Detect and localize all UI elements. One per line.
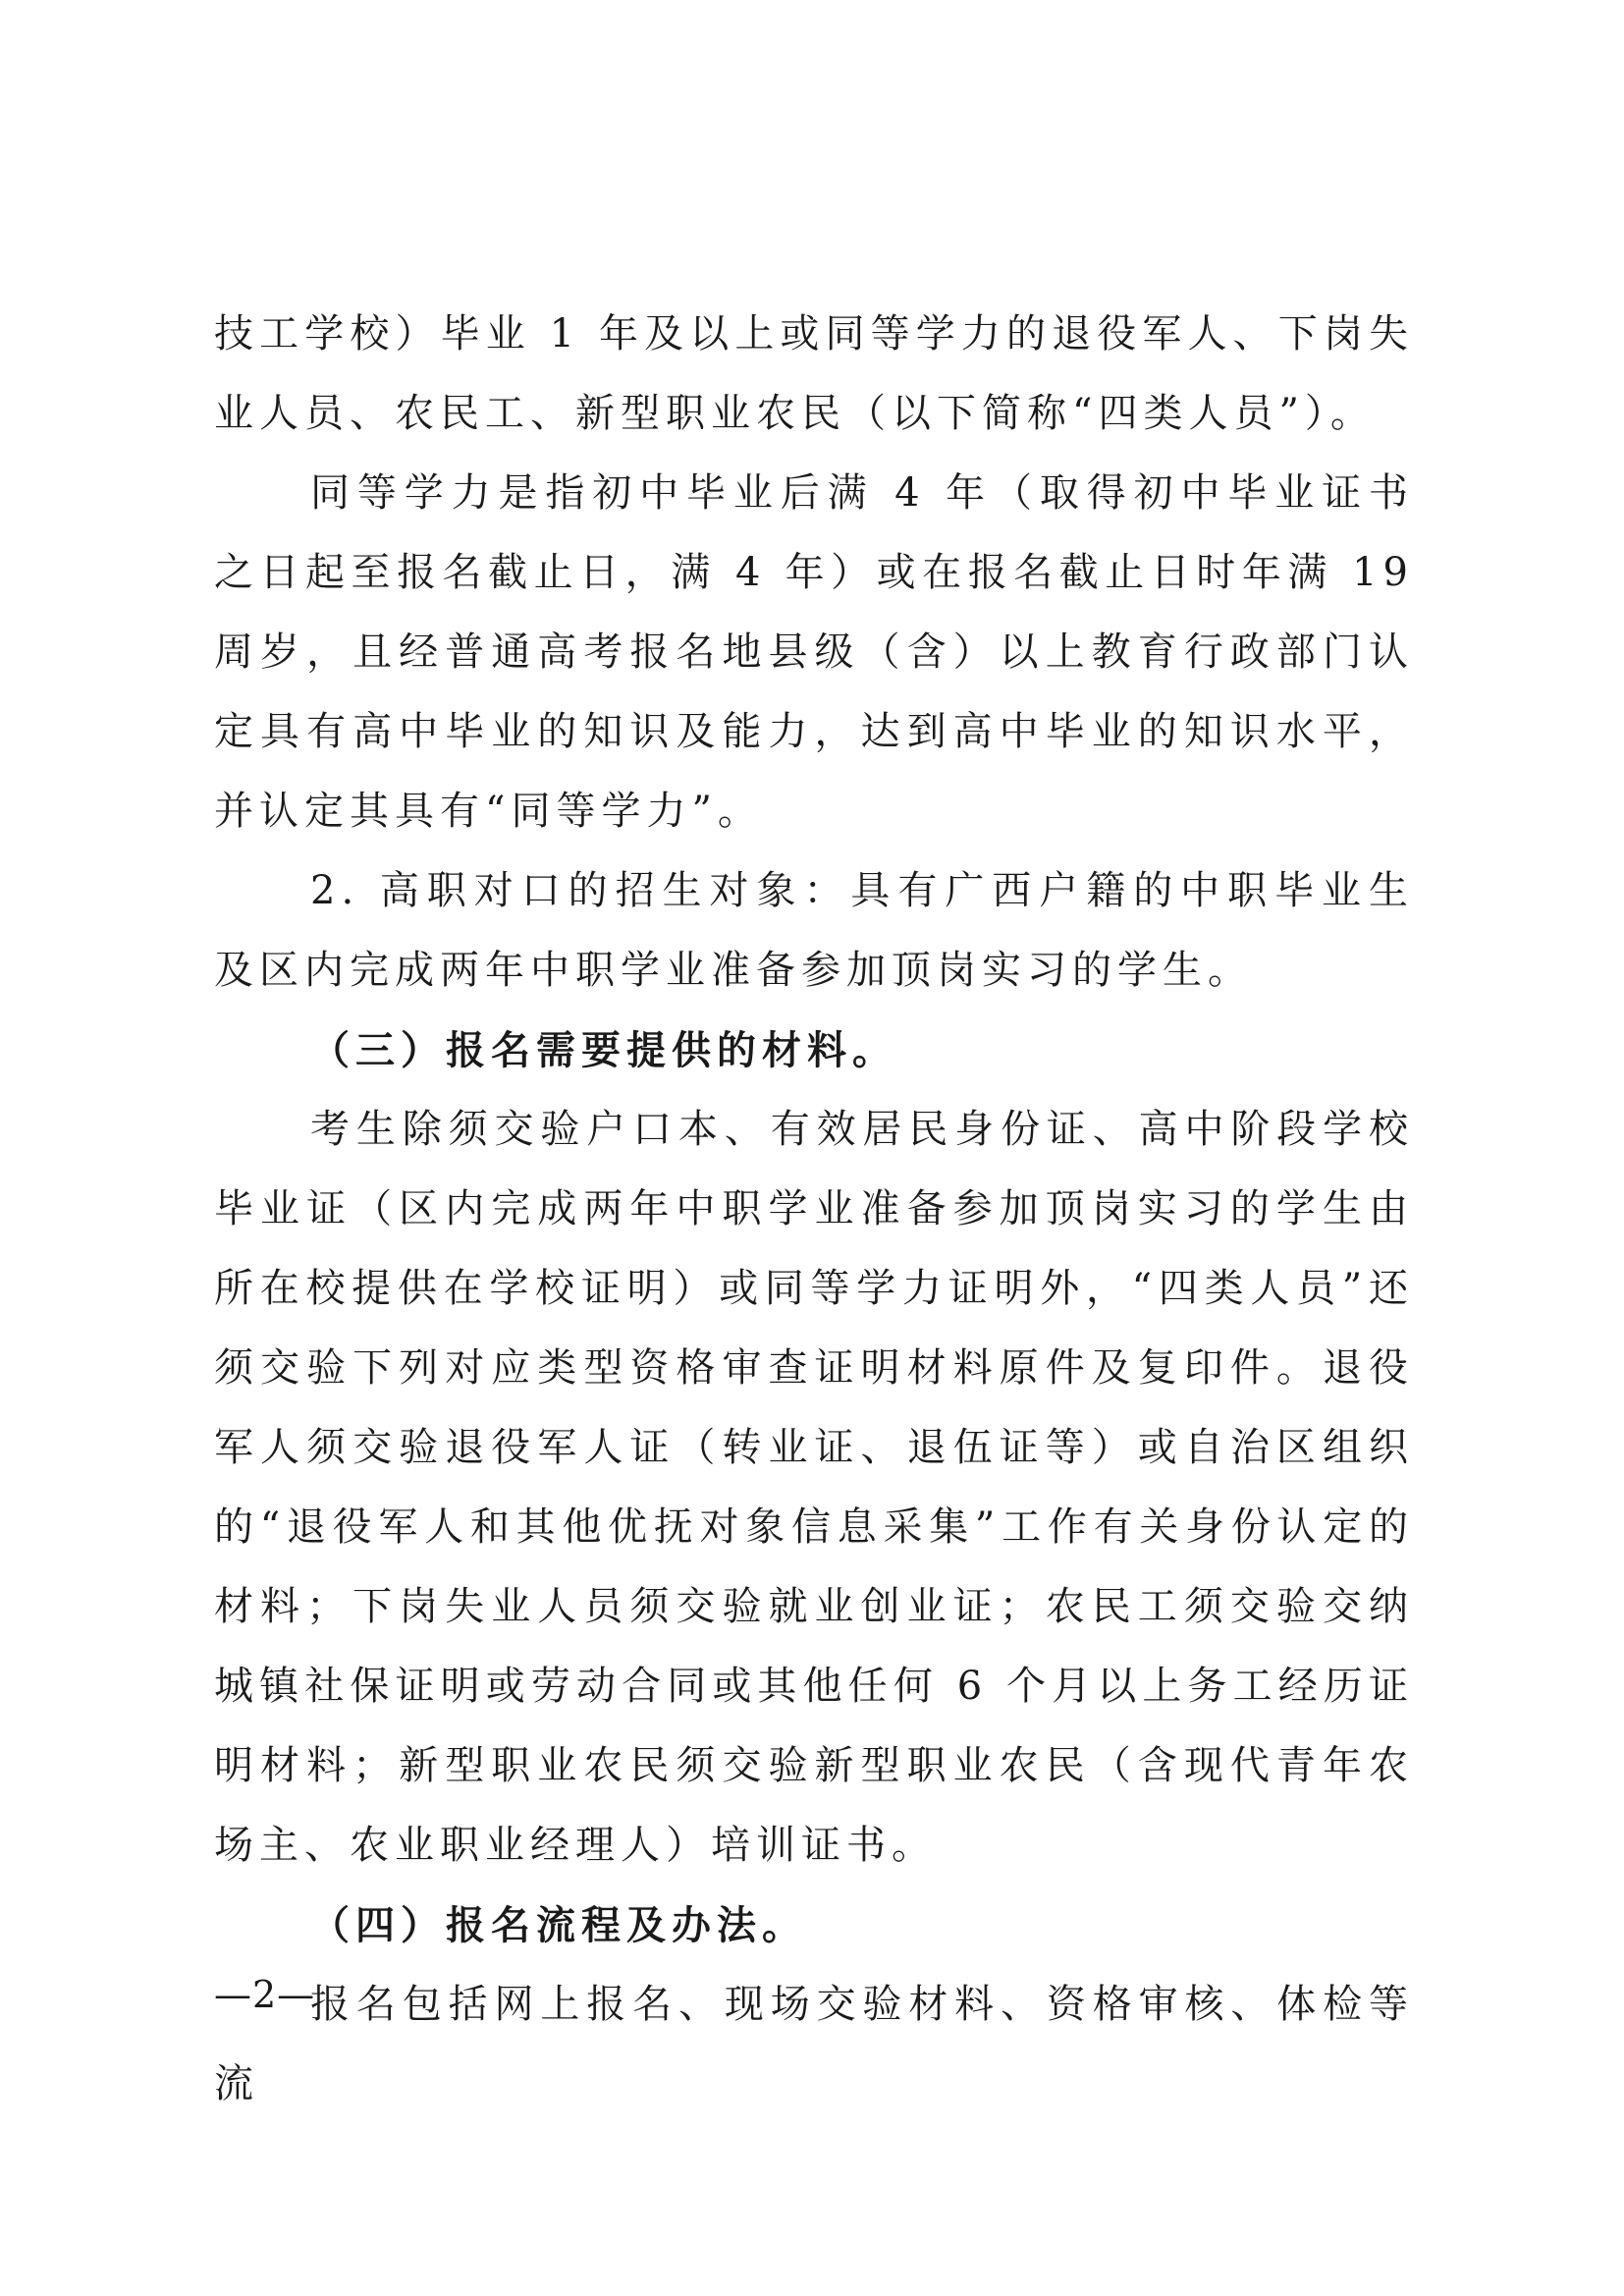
paragraph-required-materials: 考生除须交验户口本、有效居民身份证、高中阶段学校毕业证（区内完成两年中职学业准备参加顶岗实习的学生由所在校提供在学校证明）或同等学力证明外，“四类人员”还须交验下列对应类型资格审查证明材料原件及复印件。退役军人须交验退役军人证（转业证、退伍证等）或自治区组织的“退役军人和其他优抚对象信息采集”工作有关身份认定的材料；下岗失业人员须交验就业创业证；农民工须交验交纳城镇社保证明或劳动合同或其他任何 6 个月以上务工经历证明材料；新型职业农民须交验新型职业农民（含现代青年农场主、农业职业经理人）培训证书。 <box>214 1107 1414 1868</box>
paragraph-registration-process: 报名包括网上报名、现场交验材料、资格审核、体检等流 <box>214 1982 1414 2106</box>
page-number: —2— <box>214 1973 316 2016</box>
paragraph-equivalent-education: 同等学力是指初中毕业后满 4 年（取得初中毕业证书之日起至报名截止日，满 4 年）或在报名截止日时年满 19 周岁，且经普通高考报名地县级（含）以上教育行政部门认定具有高中毕业的知识及能力，达到高中毕业的知识水平，并认定其具有“同等学力”。 <box>214 470 1414 834</box>
document-body <box>214 295 1414 2124</box>
paragraph-four-categories: 技工学校）毕业 1 年及以上或同等学力的退役军人、下岗失业人员、农民工、新型职业农民（以下简称“四类人员”）。 <box>214 311 1414 436</box>
section-heading-materials: （三）报名需要提供的材料。 <box>310 1027 897 1073</box>
section-heading-procedure: （四）报名流程及办法。 <box>310 1902 807 1948</box>
paragraph-vocational-targets: 2. 高职对口的招生对象：具有广西户籍的中职毕业生及区内完成两年中职学业准备参加顶岗实习的学生。 <box>214 868 1414 993</box>
